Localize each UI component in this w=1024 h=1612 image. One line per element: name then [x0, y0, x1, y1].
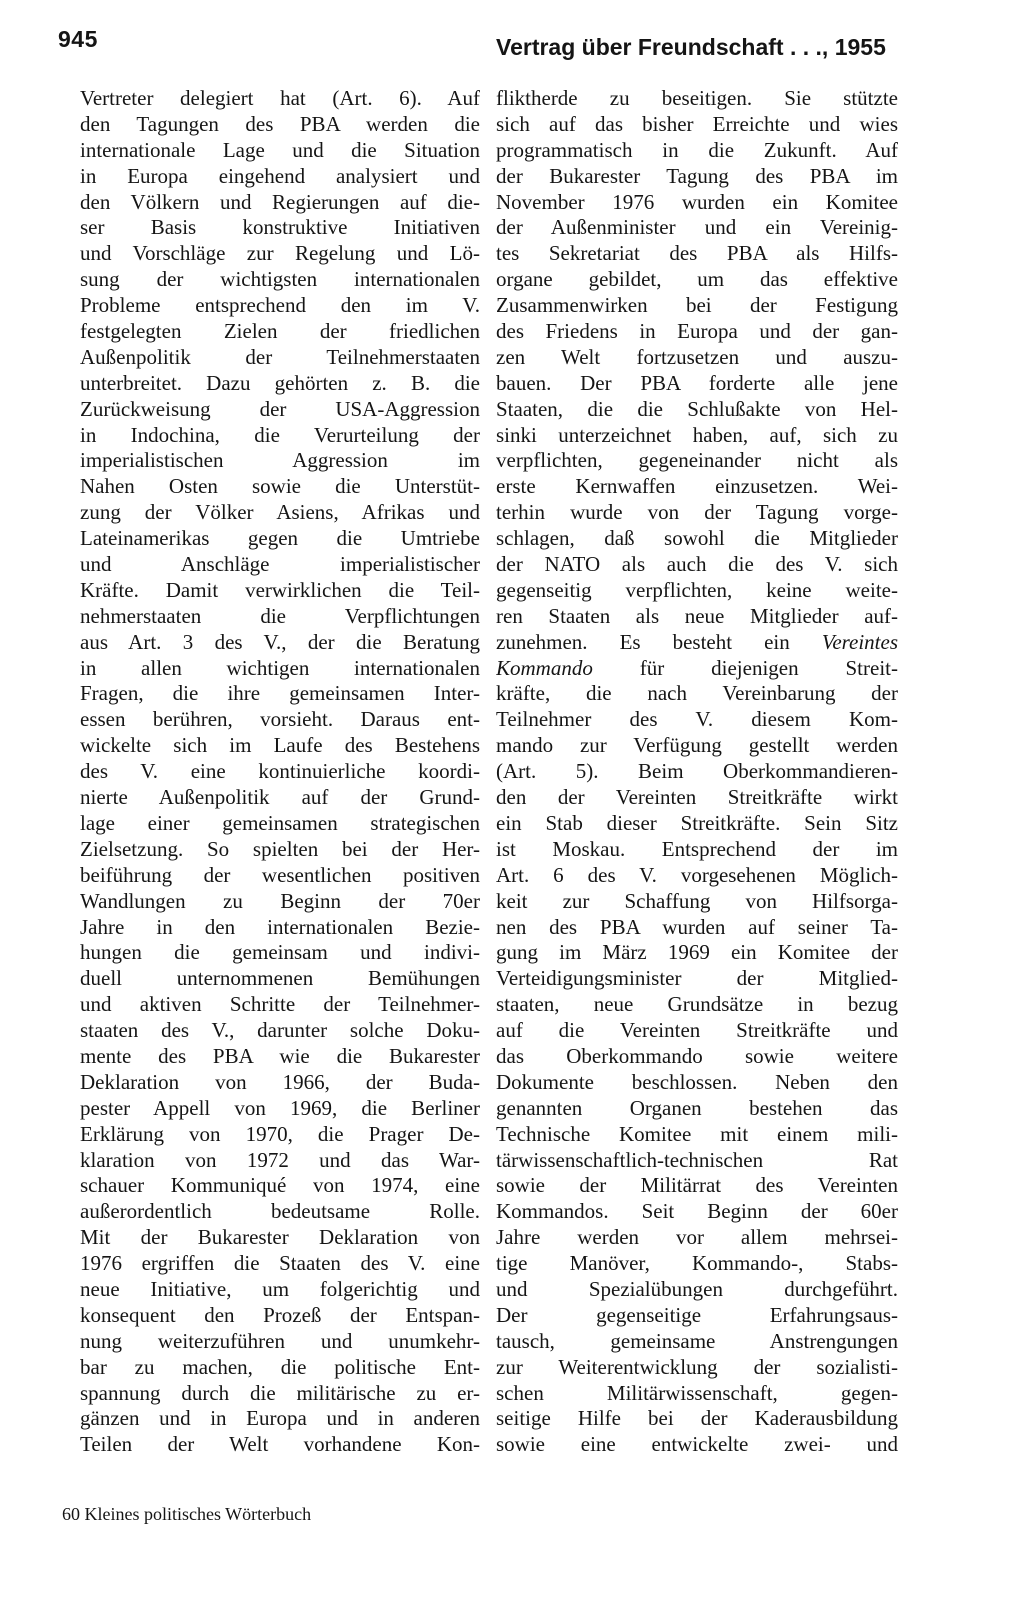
text-line: sowie eine entwickelte zwei- und: [496, 1432, 898, 1457]
text-line: gegenseitig verpflichten, keine weite-: [496, 577, 898, 602]
text-line: ist Moskau. Entsprechend der im: [496, 836, 898, 861]
text-line: wickelte sich im Laufe des Bestehens: [80, 733, 480, 758]
text-line: Verteidigungsminister der Mitglied-: [496, 966, 898, 991]
text-line: fliktherde zu beseitigen. Sie stützte: [496, 86, 898, 110]
text-line: Art. 6 des V. vorgesehenen Möglich-: [496, 862, 898, 887]
text-line: nen des PBA wurden auf seiner Ta-: [496, 914, 898, 939]
text-line: (Art. 5). Beim Oberkommandieren-: [496, 759, 898, 784]
text-line: Zurückweisung der USA-Aggression: [80, 396, 480, 421]
text-line: tausch, gemeinsame Anstrengungen: [496, 1328, 898, 1353]
text-line: bar zu machen, die politische Ent-: [80, 1354, 480, 1379]
text-line: in Europa eingehend analysiert und: [80, 163, 480, 188]
text-line: bauen. Der PBA forderte alle jene: [496, 370, 898, 395]
text-line: [496, 630, 898, 656]
text-line: sich auf das bisher Erreichte und wies: [496, 111, 898, 136]
text-line: unterbreitet. Dazu gehörten z. B. die: [80, 370, 480, 395]
text-line: gung im März 1969 ein Komitee der: [496, 940, 898, 965]
text-line: imperialistischen Aggression im: [80, 448, 480, 473]
text-line: zen Welt fortzusetzen und auszu-: [496, 344, 898, 369]
text-line: gänzen und in Europa und in anderen: [80, 1406, 480, 1431]
text-line: Mit der Bukarester Deklaration von: [80, 1225, 480, 1250]
text-line: internationale Lage und die Situation: [80, 137, 480, 162]
text-line: des V. eine kontinuierliche koordi-: [80, 759, 480, 784]
text-line: programmatisch in die Zukunft. Auf: [496, 137, 898, 162]
page-footer: 60 Kleines politisches Wörterbuch: [62, 1504, 312, 1524]
text-line: organe gebildet, um das effektive: [496, 267, 898, 292]
text-line: essen berühren, vorsieht. Daraus ent-: [80, 707, 480, 732]
text-line: [496, 656, 898, 682]
text-line: duell unternommenen Bemühungen: [80, 966, 480, 991]
text-line: sowie der Militärrat des Vereinten: [496, 1173, 898, 1198]
text-line: schauer Kommuniqué von 1974, eine: [80, 1173, 480, 1198]
text-line: tärwissenschaftlich-technischen Rat: [496, 1147, 898, 1172]
text-line: mando zur Verfügung gestellt werden: [496, 733, 898, 758]
text-line: mente des PBA wie die Bukarester: [80, 1043, 480, 1068]
text-line: festgelegten Zielen der friedlichen: [80, 319, 480, 344]
running-title: Vertrag über Freundschaft . . ., 1955: [496, 34, 886, 60]
italic-term: Kommando: [496, 655, 593, 680]
text-line: und Vorschläge zur Regelung und Lö-: [80, 241, 480, 266]
page-number: 945: [58, 26, 98, 52]
text-line: sung der wichtigsten internationalen: [80, 267, 480, 292]
text-line: und aktiven Schritte der Teilnehmer-: [80, 992, 480, 1017]
text-line: Zielsetzung. So spielten bei der Her-: [80, 836, 480, 861]
text-line: das Oberkommando sowie weitere: [496, 1043, 898, 1068]
text-line: hungen die gemeinsam und indivi-: [80, 940, 480, 965]
text-line: Dokumente beschlossen. Neben den: [496, 1069, 898, 1094]
text-line: der NATO als auch die des V. sich: [496, 552, 898, 577]
text-line: schlagen, daß sowohl die Mitglieder: [496, 526, 898, 551]
text-line: auf die Vereinten Streitkräfte und: [496, 1018, 898, 1043]
text-line: ein Stab dieser Streitkräfte. Sein Sitz: [496, 810, 898, 835]
text-line: Deklaration von 1966, der Buda-: [80, 1069, 480, 1094]
text-line: Fragen, die ihre gemeinsamen Inter-: [80, 681, 480, 706]
text-line: spannung durch die militärische zu er-: [80, 1380, 480, 1405]
text-line: ser Basis konstruktive Initiativen: [80, 215, 480, 240]
right-text-column: [496, 86, 898, 1458]
text-line: lage einer gemeinsamen strategischen: [80, 810, 480, 835]
text-line: der Außenminister und ein Vereinig-: [496, 215, 898, 240]
text-line: kräfte, die nach Vereinbarung der: [496, 681, 898, 706]
text-line: ren Staaten als neue Mitglieder auf-: [496, 603, 898, 628]
italic-term: Vereintes: [821, 629, 898, 654]
text-line: aus Art. 3 des V., der die Beratung: [80, 629, 480, 654]
text-line: Erklärung von 1970, die Prager De-: [80, 1121, 480, 1146]
text-line: neue Initiative, um folgerichtig und: [80, 1276, 480, 1301]
text-line: schen Militärwissenschaft, gegen-: [496, 1380, 898, 1405]
text-line: außerordentlich bedeutsame Rolle.: [80, 1199, 480, 1224]
text-line: Kommandos. Seit Beginn der 60er: [496, 1199, 898, 1224]
text-line: Jahre werden vor allem mehrsei-: [496, 1225, 898, 1250]
text-line: Jahre in den internationalen Bezie-: [80, 914, 480, 939]
text-line: in Indochina, die Verurteilung der: [80, 422, 480, 447]
text-line: Wandlungen zu Beginn der 70er: [80, 888, 480, 913]
text-line: erste Kernwaffen einzusetzen. Wei-: [496, 474, 898, 499]
text-line: staaten, neue Grundsätze in bezug: [496, 992, 898, 1017]
text-line: tes Sekretariat des PBA als Hilfs-: [496, 241, 898, 266]
text-line: des Friedens in Europa und der gan-: [496, 319, 898, 344]
text-line: Der gegenseitige Erfahrungsaus-: [496, 1302, 898, 1327]
text-line: der Bukarester Tagung des PBA im: [496, 163, 898, 188]
text-line: staaten des V., darunter solche Doku-: [80, 1018, 480, 1043]
text-segment: für diejenigen Streit-: [639, 655, 898, 680]
text-line: Teilen der Welt vorhandene Kon-: [80, 1432, 480, 1457]
text-line: Staaten, die die Schlußakte von Hel-: [496, 396, 898, 421]
text-line: Probleme entsprechend den im V.: [80, 293, 480, 318]
text-line: 1976 ergriffen die Staaten des V. eine: [80, 1251, 480, 1276]
text-line: tige Manöver, Kommando-, Stabs-: [496, 1251, 898, 1276]
text-line: in allen wichtigen internationalen: [80, 655, 480, 680]
text-line: Technische Komitee mit einem mili-: [496, 1121, 898, 1146]
text-line: Teilnehmer des V. diesem Kom-: [496, 707, 898, 732]
text-segment: zunehmen. Es besteht ein: [496, 629, 790, 654]
text-line: Vertreter delegiert hat (Art. 6). Auf: [80, 86, 480, 110]
text-line: konsequent den Prozeß der Entspan-: [80, 1302, 480, 1327]
text-line: zur Weiterentwicklung der sozialisti-: [496, 1354, 898, 1379]
text-line: und Spezialübungen durchgeführt.: [496, 1276, 898, 1301]
text-line: beiführung der wesentlichen positiven: [80, 862, 480, 887]
text-line: keit zur Schaffung von Hilfsorga-: [496, 888, 898, 913]
text-line: den Völkern und Regierungen auf die-: [80, 189, 480, 214]
left-text-column: [80, 86, 480, 1458]
text-line: sinki unterzeichnet haben, auf, sich zu: [496, 422, 898, 447]
text-line: den Tagungen des PBA werden die: [80, 111, 480, 136]
text-line: verpflichten, gegeneinander nicht als: [496, 448, 898, 473]
text-line: nierte Außenpolitik auf der Grund-: [80, 785, 480, 810]
text-line: klaration von 1972 und das War-: [80, 1147, 480, 1172]
text-line: Kräfte. Damit verwirklichen die Teil-: [80, 577, 480, 602]
text-line: Nahen Osten sowie die Unterstüt-: [80, 474, 480, 499]
text-line: nehmerstaaten die Verpflichtungen: [80, 603, 480, 628]
text-line: den der Vereinten Streitkräfte wirkt: [496, 785, 898, 810]
text-line: November 1976 wurden ein Komitee: [496, 189, 898, 214]
text-line: pester Appell von 1969, die Berliner: [80, 1095, 480, 1120]
text-line: Zusammenwirken bei der Festigung: [496, 293, 898, 318]
text-line: zung der Völker Asiens, Afrikas und: [80, 500, 480, 525]
text-line: Lateinamerikas gegen die Umtriebe: [80, 526, 480, 551]
text-line: seitige Hilfe bei der Kaderausbildung: [496, 1406, 898, 1431]
text-line: nung weiterzuführen und unumkehr-: [80, 1328, 480, 1353]
text-line: Außenpolitik der Teilnehmerstaaten: [80, 344, 480, 369]
text-line: terhin wurde von der Tagung vorge-: [496, 500, 898, 525]
text-line: und Anschläge imperialistischer: [80, 552, 480, 577]
text-line: genannten Organen bestehen das: [496, 1095, 898, 1120]
